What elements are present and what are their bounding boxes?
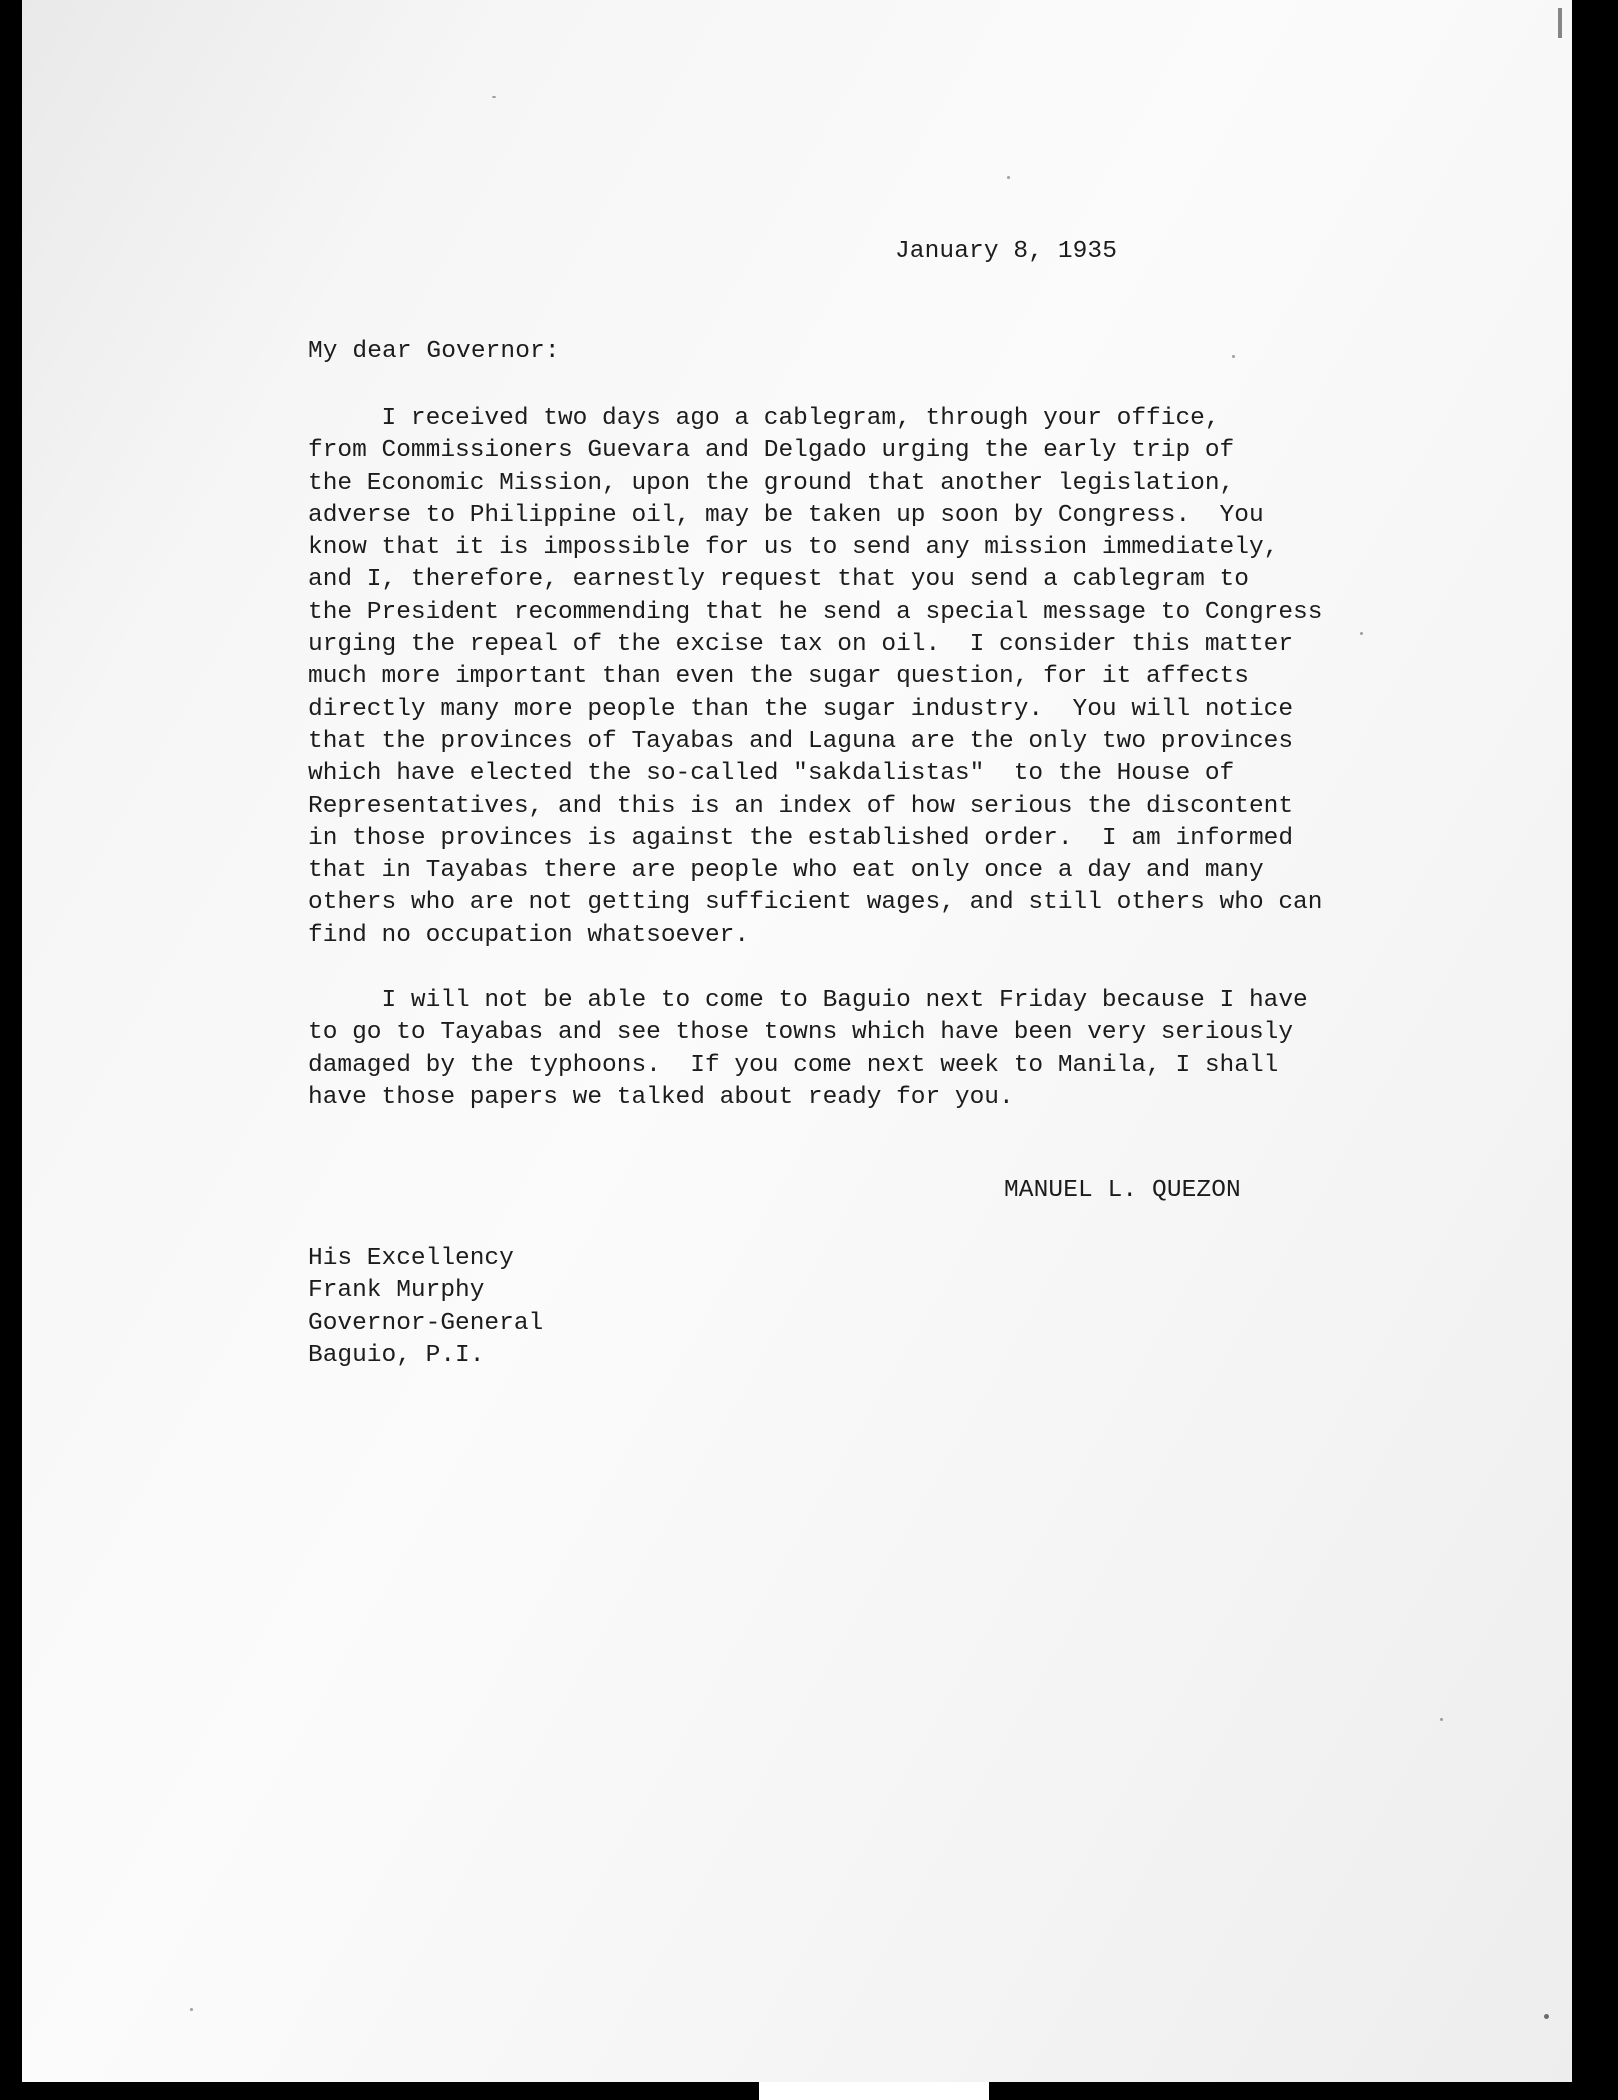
letter-paragraph-2 (308, 985, 1308, 1114)
paragraph-line: I received two days ago a cablegram, through your office, (308, 405, 1220, 432)
paragraph-line: much more important than even the sugar question, for it affects (308, 663, 1249, 691)
paragraph-line: from Commissioners Guevara and Delgado urging the early trip of (308, 437, 1235, 465)
paragraph-line: adverse to Philippine oil, may be taken up soon by Congress. You (308, 501, 1264, 529)
paragraph-line: find no occupation whatsoever. (308, 921, 750, 949)
letter-paragraph-1 (308, 403, 1322, 952)
scan-speckle (1232, 355, 1235, 358)
paragraph-line: damaged by the typhoons. If you come next week to Manila, I shall (308, 1051, 1279, 1079)
paragraph-line: the President recommending that he send a special message to Congress (308, 598, 1323, 626)
address-line: Baguio, P.I. (308, 1341, 485, 1369)
paragraph-line: the Economic Mission, upon the ground that another legislation, (308, 469, 1235, 497)
scan-speckle (1007, 176, 1010, 179)
letter-date: January 8, 1935 (895, 238, 1118, 265)
paragraph-line: in those provinces is against the established order. I am informed (308, 824, 1294, 852)
recipient-address (308, 1243, 543, 1372)
paragraph-line: urging the repeal of the excise tax on oil. I consider this matter (308, 631, 1294, 659)
letter-signature: MANUEL L. QUEZON (1004, 1177, 1241, 1204)
scan-speckle (492, 96, 496, 98)
paragraph-line: Representatives, and this is an index of how serious the discontent (308, 792, 1294, 820)
address-line: Governor-General (308, 1309, 544, 1337)
paragraph-line: have those papers we talked about ready for you. (308, 1083, 1014, 1111)
scan-speckle (1544, 2014, 1549, 2019)
scan-speckle (190, 2008, 193, 2011)
paragraph-line: that the provinces of Tayabas and Laguna are the only two provinces (308, 727, 1294, 755)
paragraph-line: to go to Tayabas and see those towns which have been very seriously (308, 1019, 1294, 1047)
address-line: His Excellency (308, 1245, 514, 1272)
address-line: Frank Murphy (308, 1277, 485, 1305)
paragraph-line: and I, therefore, earnestly request that you send a cablegram to (308, 566, 1249, 594)
scan-border-tab (759, 2082, 989, 2100)
letter-salutation: My dear Governor: (308, 338, 560, 365)
paragraph-line: know that it is impossible for us to send any mission immediately, (308, 534, 1279, 562)
scan-speckle (1558, 8, 1562, 38)
paragraph-line: which have elected the so-called "sakdalistas" to the House of (308, 760, 1235, 788)
paragraph-line: I will not be able to come to Baguio next Friday because I have (308, 987, 1308, 1014)
paragraph-line: that in Tayabas there are people who eat only once a day and many (308, 857, 1264, 885)
scan-speckle (1440, 1718, 1443, 1721)
scan-speckle (1360, 632, 1363, 635)
letter-page (22, 0, 1572, 2082)
paragraph-line: others who are not getting sufficient wages, and still others who can (308, 889, 1323, 917)
paragraph-line: directly many more people than the sugar industry. You will notice (308, 695, 1294, 723)
